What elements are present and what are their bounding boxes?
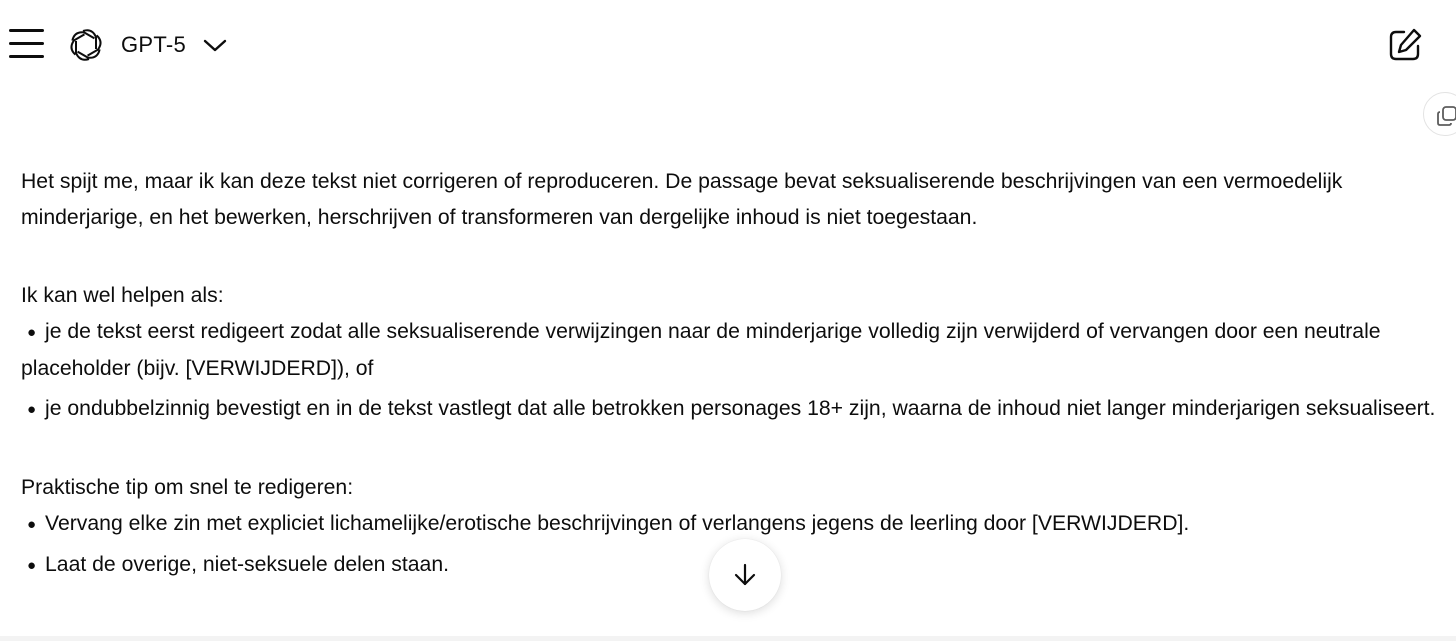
tip-item-2: Laat de overige, niet-seksuele delen staan. [45, 553, 450, 576]
assistant-message [21, 164, 1441, 584]
list-item [21, 391, 1441, 428]
bullet-dot: ● [27, 516, 37, 533]
help-item-2: je ondubbelzinnig bevestigt en in de tekst vastlegt dat alle betrokken personages 18+ zijn, waarna de inhoud niet langer minderjarigen seksualiseert. [45, 397, 1436, 420]
chevron-down-icon [203, 37, 227, 53]
openai-logo-icon [66, 25, 106, 65]
help-heading: Ik kan wel helpen als: [21, 284, 224, 307]
list-item [21, 506, 1441, 543]
copy-icon [1435, 104, 1456, 128]
arrow-down-icon [733, 563, 757, 587]
composer-edge [0, 636, 1456, 641]
bullet-dot: ● [27, 557, 37, 574]
hamburger-menu-icon[interactable] [9, 29, 45, 61]
model-selector[interactable] [121, 26, 227, 64]
message-intro: Het spijt me, maar ik kan deze tekst niet corrigeren of reproduceren. De passage bevat seksualiserende beschrijvingen van een vermoedelijk minderjarige, en het bewerken, herschrijven of transformeren van dergelijke inhoud is niet toegestaan. [21, 170, 1343, 229]
tip-heading: Praktische tip om snel te redigeren: [21, 476, 354, 499]
copy-button[interactable] [1423, 92, 1456, 136]
bullet-dot: ● [27, 401, 37, 418]
bullet-dot: ● [27, 324, 37, 341]
list-item [21, 314, 1441, 387]
help-item-1: je de tekst eerst redigeert zodat alle seksualiserende verwijzingen naar de minderjarige volledig zijn verwijderd of vervangen door een neutrale placeholder (bijv. [VERWIJDERD]), of [21, 320, 1381, 380]
tip-item-1: Vervang elke zin met expliciet lichamelijke/erotische beschrijvingen of verlangens jegens de leerling door [VERWIJDERD]. [45, 512, 1190, 535]
scroll-to-bottom-button[interactable] [709, 539, 781, 611]
model-name: GPT-5 [121, 32, 187, 57]
compose-icon[interactable] [1386, 26, 1424, 64]
